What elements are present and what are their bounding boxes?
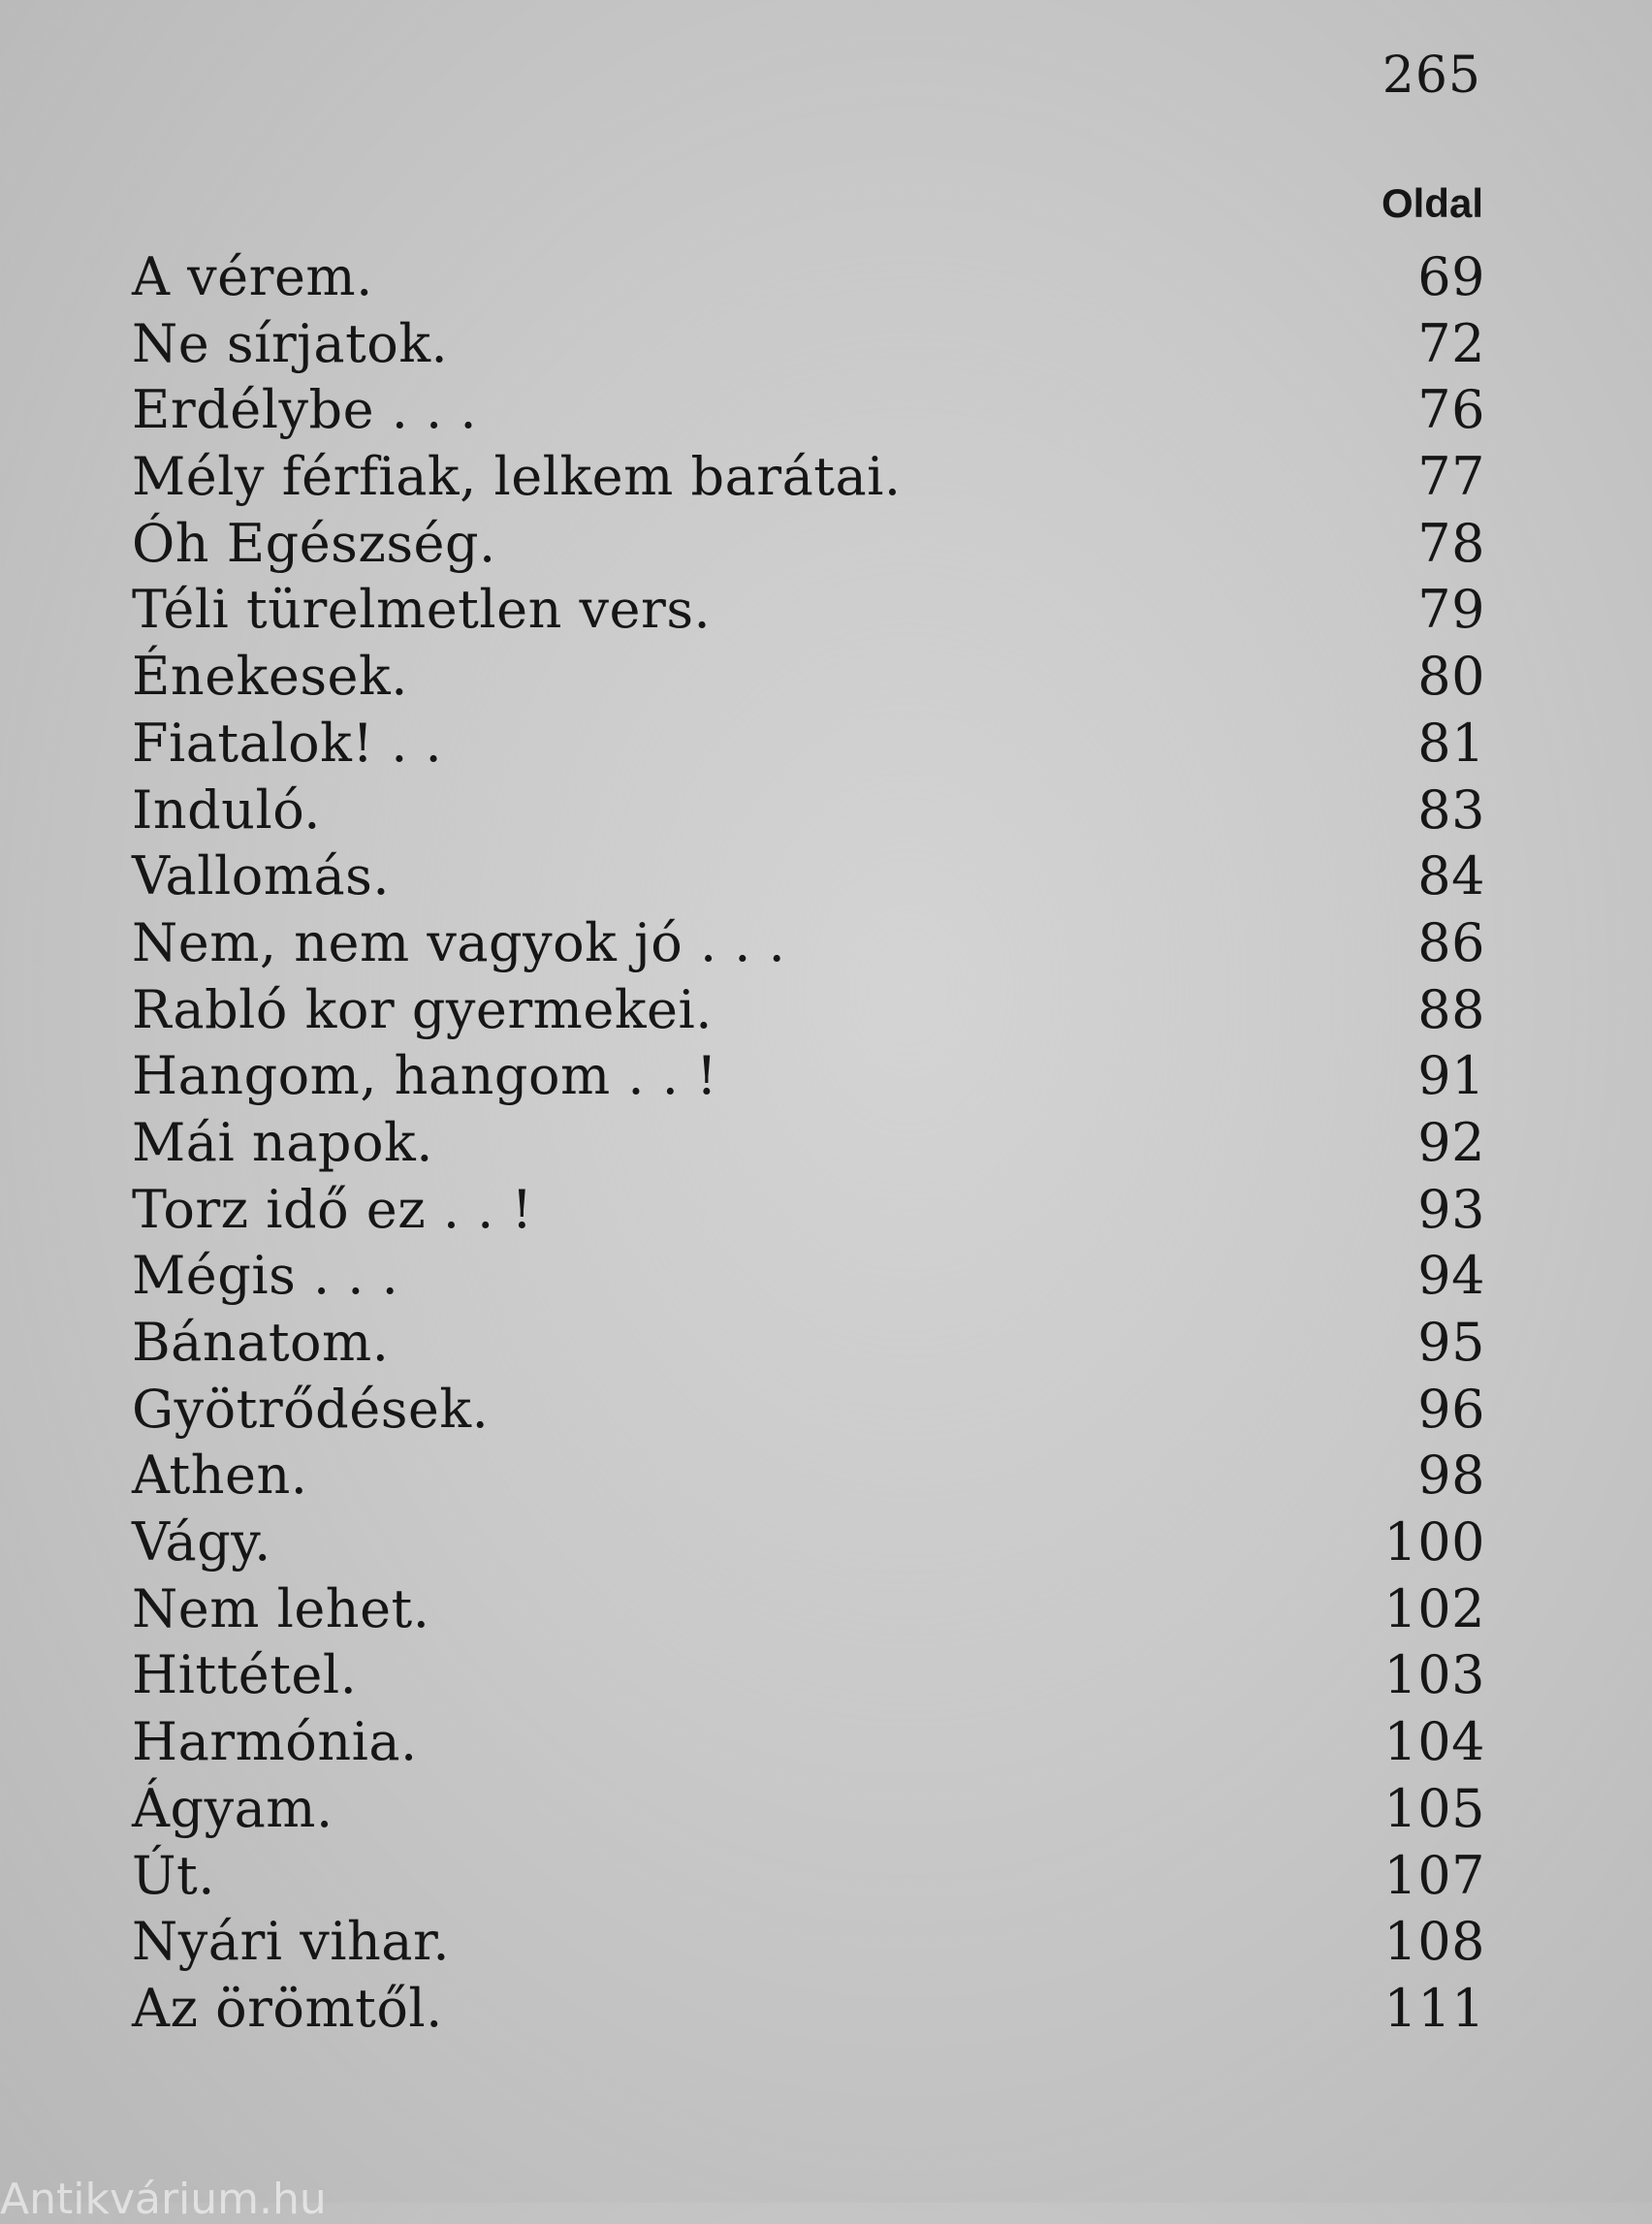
toc-entry-title: Út.: [132, 1844, 215, 1906]
toc-entry: [132, 910, 1485, 977]
toc-entry-title: Gyötrődések.: [132, 1378, 490, 1440]
toc-entry: [132, 511, 1485, 578]
page-number: 265: [1382, 47, 1481, 105]
toc-entry-page: 83: [1417, 778, 1485, 841]
toc-entry: [132, 778, 1485, 844]
toc-entry-page: 92: [1417, 1111, 1485, 1173]
toc-entry-title: Torz idő ez . . !: [132, 1178, 533, 1240]
toc-entry-page: 94: [1417, 1245, 1485, 1307]
toc-entry-page: 103: [1383, 1644, 1485, 1706]
toc-entry-page: 72: [1417, 312, 1485, 374]
toc-entry-page: 108: [1383, 1911, 1485, 1973]
toc-entry: [132, 1976, 1485, 2043]
toc-entry-page: 96: [1417, 1378, 1485, 1440]
table-of-contents: [132, 244, 1485, 2043]
toc-entry: [132, 1909, 1485, 1976]
toc-entry-title: Vágy.: [132, 1511, 271, 1573]
toc-entry-page: 76: [1417, 379, 1485, 441]
toc-entry-page: 78: [1417, 512, 1485, 574]
toc-entry-title: Rabló kor gyermekei.: [132, 978, 713, 1040]
toc-entry-page: 100: [1383, 1511, 1485, 1573]
toc-entry-title: A vérem.: [132, 246, 373, 307]
toc-entry-title: Bánatom.: [132, 1312, 390, 1373]
toc-entry: [132, 1776, 1485, 1843]
page-column-header: Oldal: [1381, 180, 1483, 226]
toc-entry-title: Énekesek.: [132, 646, 408, 708]
toc-entry: [132, 1043, 1485, 1110]
toc-entry: [132, 577, 1485, 644]
toc-entry: [132, 1177, 1485, 1244]
toc-entry-title: Óh Egészség.: [132, 512, 496, 574]
toc-entry-title: Hangom, hangom . . !: [132, 1045, 718, 1107]
toc-entry-title: Ne sírjatok.: [132, 312, 449, 374]
toc-entry: [132, 1310, 1485, 1377]
toc-entry-title: Athen.: [132, 1445, 308, 1507]
toc-entry: [132, 1709, 1485, 1776]
toc-entry: [132, 244, 1485, 311]
toc-entry-page: 102: [1383, 1577, 1485, 1639]
toc-entry: [132, 1377, 1485, 1444]
toc-entry-page: 88: [1417, 978, 1485, 1040]
toc-entry: [132, 1509, 1485, 1576]
toc-entry-title: Mái napok.: [132, 1111, 433, 1173]
toc-entry-page: 86: [1417, 911, 1485, 973]
toc-entry-title: Ágyam.: [132, 1777, 334, 1839]
toc-entry-title: Nem, nem vagyok jó . . .: [132, 911, 786, 973]
toc-entry-page: 91: [1417, 1045, 1485, 1107]
toc-entry-title: Mégis . . .: [132, 1245, 399, 1307]
toc-entry-title: Nyári vihar.: [132, 1911, 450, 1973]
toc-entry: [132, 1243, 1485, 1310]
toc-entry-title: Vallomás.: [132, 845, 391, 907]
toc-entry-page: 111: [1383, 1977, 1485, 2039]
toc-entry-page: 98: [1417, 1445, 1485, 1507]
toc-entry: [132, 1443, 1485, 1509]
toc-entry-title: Induló.: [132, 778, 321, 841]
toc-entry-title: Fiatalok! . .: [132, 712, 443, 774]
toc-entry: [132, 1110, 1485, 1177]
toc-entry-page: 79: [1417, 579, 1485, 641]
toc-entry: [132, 977, 1485, 1044]
toc-entry-page: 69: [1417, 246, 1485, 307]
toc-entry-page: 107: [1383, 1844, 1485, 1906]
toc-entry-page: 93: [1417, 1178, 1485, 1240]
toc-entry: [132, 1642, 1485, 1709]
toc-entry: [132, 843, 1485, 910]
toc-entry: [132, 644, 1485, 711]
toc-entry: [132, 444, 1485, 511]
toc-entry: [132, 711, 1485, 778]
toc-entry-page: 77: [1417, 446, 1485, 508]
toc-entry-page: 84: [1417, 845, 1485, 907]
toc-entry: [132, 1576, 1485, 1643]
watermark: Antikvárium.hu: [0, 2175, 327, 2224]
toc-entry-title: Téli türelmetlen vers.: [132, 579, 712, 641]
toc-entry: [132, 377, 1485, 444]
toc-entry-title: Harmónia.: [132, 1711, 418, 1773]
toc-entry: [132, 311, 1485, 378]
toc-entry-page: 80: [1417, 646, 1485, 708]
toc-entry-page: 104: [1383, 1711, 1485, 1773]
toc-entry-page: 95: [1417, 1312, 1485, 1373]
toc-entry-title: Nem lehet.: [132, 1577, 430, 1639]
toc-entry-title: Az örömtől.: [132, 1977, 443, 2039]
toc-entry-title: Mély férfiak, lelkem barátai.: [132, 446, 902, 508]
toc-entry-page: 81: [1417, 712, 1485, 774]
toc-entry: [132, 1843, 1485, 1910]
toc-entry-title: Hittétel.: [132, 1644, 358, 1706]
toc-entry-page: 105: [1383, 1777, 1485, 1839]
toc-entry-title: Erdélybe . . .: [132, 379, 478, 441]
